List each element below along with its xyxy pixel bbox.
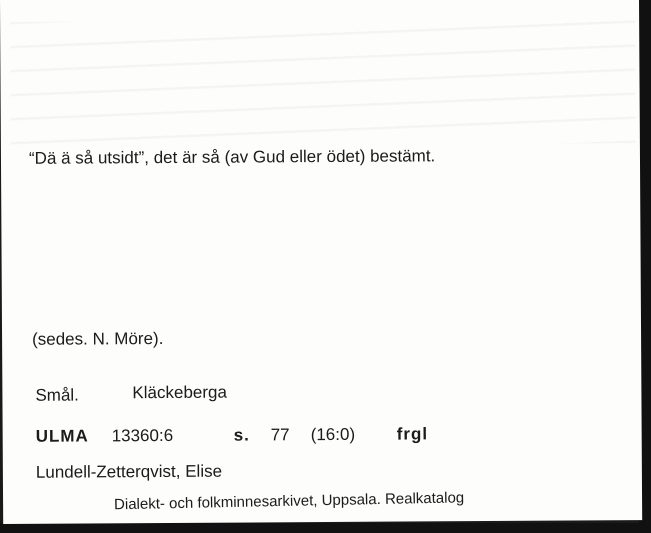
page-number: 77 xyxy=(270,425,290,445)
reference-row xyxy=(36,424,429,446)
province: Smål. xyxy=(35,385,79,405)
page-ref: (16:0) xyxy=(310,424,356,445)
scan-border-bottom xyxy=(0,523,651,533)
archive-number: 13360:6 xyxy=(111,425,174,446)
archive-label: ULMA xyxy=(35,426,89,446)
source-note: (sedes. N. Möre). xyxy=(32,329,164,349)
entry-text: “Dä ä så utsidt”, det är så (av Gud eller ödet) bestämt. xyxy=(28,146,436,168)
category: frgl xyxy=(396,424,429,444)
parish: Kläckeberga xyxy=(132,382,227,403)
archive-footer: Dialekt- och folkminnesarkivet, Uppsala. Realkatalog xyxy=(113,489,465,514)
author: Lundell-Zetterqvist, Elise xyxy=(35,461,223,482)
page-label: s. xyxy=(233,425,250,445)
bleed-through-text xyxy=(10,18,636,147)
